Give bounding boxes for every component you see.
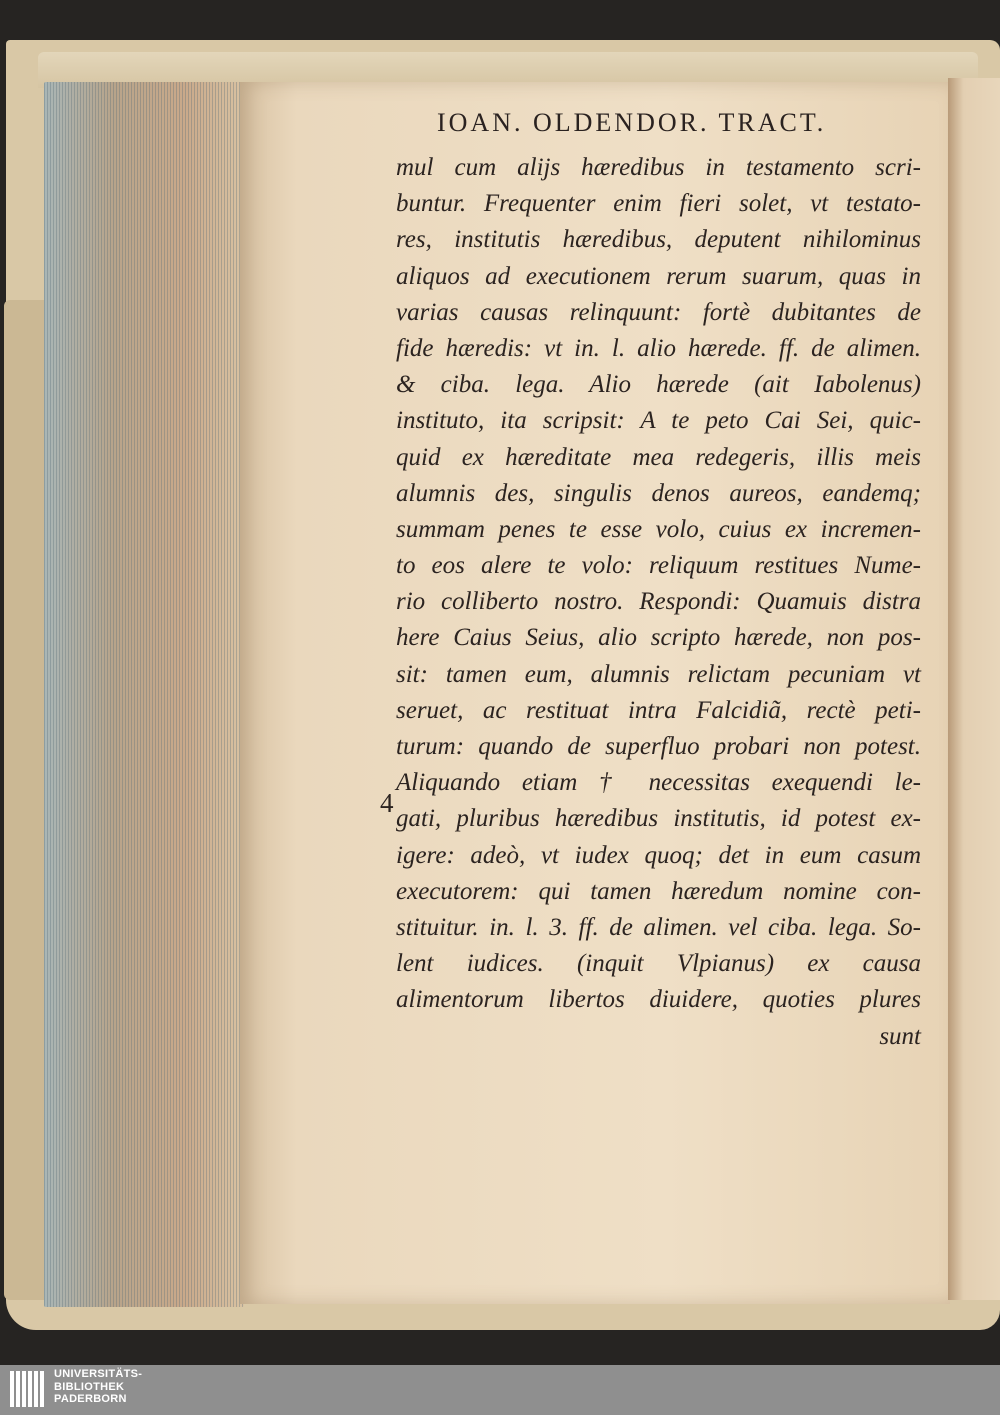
text-line: rio colliberto nostro. Respondi: Quamuis distra xyxy=(396,588,921,616)
text-line: alimentorum libertos diuidere, quoties plures xyxy=(396,986,921,1014)
page-edges xyxy=(44,82,244,1307)
text-line: to eos alere te volo: reliquum restitues Nume- xyxy=(396,552,921,580)
institution-line: PADERBORN xyxy=(54,1393,127,1405)
text-line: seruet, ac restituat intra Falcidiã, rectè peti- xyxy=(396,696,921,724)
text-line: here Caius Seius, alio scripto hærede, non pos- xyxy=(396,624,921,652)
text-line: fide hæredis: vt in. l. alio hærede. ff. de alimen. xyxy=(396,334,921,362)
text-line: sit: tamen eum, alumnis relictam pecuniam vt xyxy=(396,660,921,688)
text-line: turum: quando de superfluo probari non potest. xyxy=(396,733,921,760)
text-line: varias causas relinquunt: fortè dubitantes de xyxy=(396,298,921,326)
text-line: igere: adeò, vt iudex quoq; det in eum casum xyxy=(396,841,921,869)
text-line: Aliquando etiam † necessitas exequendi le- xyxy=(396,769,921,797)
text-line: res, institutis hæredibus, deputent nihilominus xyxy=(396,226,921,254)
institution-line: BIBLIOTHEK xyxy=(54,1380,125,1393)
text-line: buntur. Frequenter enim fieri solet, vt testato- xyxy=(396,190,921,218)
running-head: IOAN. OLDENDOR. TRACT. xyxy=(437,108,827,137)
facing-page-edge xyxy=(948,78,1000,1300)
text-line: gati, pluribus hæredibus institutis, id potest ex- xyxy=(396,805,921,833)
text-line: mul cum alijs hæredibus in testamento scri- xyxy=(396,154,921,181)
text-line: summam penes te esse volo, cuius ex incremen- xyxy=(396,515,921,543)
catchword: sunt xyxy=(879,1022,921,1050)
text-block xyxy=(396,150,921,1055)
text-line: quid ex hæreditate mea redegeris, illis meis xyxy=(396,443,921,471)
text-line: & ciba. lega. Alio hærede (ait Iabolenus) xyxy=(396,371,921,399)
text-line: executorem: qui tamen hæredum nomine con- xyxy=(396,877,921,905)
institution-line: UNIVERSITÄTS- xyxy=(54,1368,143,1380)
text-line: instituto, ita scripsit: A te peto Cai Sei, quic- xyxy=(396,407,921,435)
text-line: lent iudices. (inquit Vlpianus) ex causa xyxy=(396,950,921,978)
institution-name xyxy=(54,1368,142,1406)
footer-bar xyxy=(0,1365,1000,1415)
text-line: aliquos ad executionem rerum suarum, quas in xyxy=(396,262,921,290)
text-line: stituitur. in. l. 3. ff. de alimen. vel ciba. lega. So- xyxy=(396,913,921,941)
university-library-logo-icon xyxy=(8,1367,50,1413)
text-line: alumnis des, singulis denos aureos, eandemq; xyxy=(396,479,921,507)
margin-number: 4 xyxy=(380,788,394,818)
